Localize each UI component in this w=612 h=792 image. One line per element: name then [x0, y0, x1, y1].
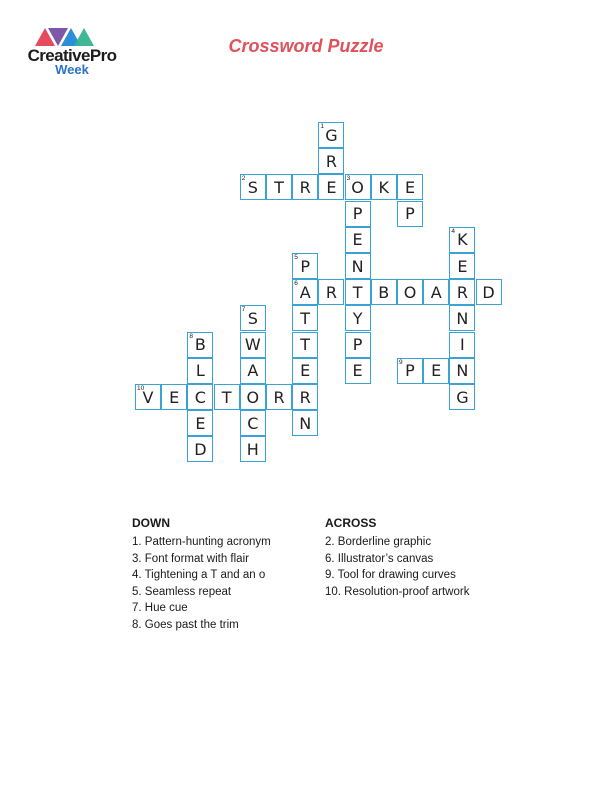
grid-cell	[397, 279, 423, 305]
grid-cell	[187, 436, 213, 462]
grid-cell	[345, 227, 371, 253]
cell-letter: R	[456, 282, 468, 302]
grid-cell	[292, 305, 318, 331]
cell-letter: E	[352, 230, 363, 250]
grid-cell	[449, 305, 475, 331]
grid-cell	[371, 174, 397, 200]
cell-letter: G	[325, 125, 338, 145]
cell-letter: R	[299, 177, 311, 197]
cell-letter: L	[195, 361, 205, 381]
cell-letter: H	[246, 439, 259, 459]
grid-cell	[449, 332, 475, 358]
across-clue: 2. Borderline graphic	[325, 536, 432, 548]
grid-cell	[240, 174, 266, 200]
across-clue: 9. Tool for drawing curves	[325, 569, 456, 581]
cell-letter: E	[195, 413, 206, 433]
grid-cell	[345, 279, 371, 305]
grid-cell	[161, 384, 187, 410]
grid-cell	[371, 279, 397, 305]
cell-letter: R	[273, 387, 285, 407]
grid-cell	[449, 358, 475, 384]
across-clues	[325, 515, 469, 600]
grid-cell	[449, 279, 475, 305]
cell-letter: C	[247, 413, 259, 433]
grid-cell	[318, 148, 344, 174]
cell-letter: R	[325, 282, 337, 302]
cell-letter: E	[404, 177, 416, 197]
clue-number: 1	[320, 123, 325, 130]
grid-cell	[318, 174, 344, 200]
grid-cell	[345, 332, 371, 358]
cell-letter: N	[456, 361, 469, 381]
down-clue: 7. Hue cue	[132, 602, 188, 614]
across-clue: 6. Illustrator’s canvas	[325, 552, 434, 565]
cell-letter: I	[460, 335, 465, 355]
cell-letter: P	[352, 335, 363, 355]
grid-cell	[187, 384, 213, 410]
cell-letter: T	[300, 335, 311, 355]
clue-number: 6	[294, 280, 298, 288]
cell-letter: T	[300, 308, 311, 328]
grid-cell	[345, 201, 371, 227]
down-clue: 8. Goes past the trim	[132, 618, 239, 631]
grid-cell	[240, 410, 266, 436]
grid-cell	[318, 279, 344, 305]
grid-cell	[292, 358, 318, 384]
grid-cell	[135, 384, 161, 410]
cell-letter: N	[351, 256, 364, 276]
cell-letter: D	[194, 439, 207, 459]
grid-cell	[214, 384, 240, 410]
cell-letter: R	[299, 387, 311, 407]
cell-letter: E	[431, 361, 442, 381]
grid-cell	[423, 358, 449, 384]
grid-cell	[292, 253, 318, 279]
grid-cell	[266, 384, 292, 410]
clue-number: 3	[346, 175, 351, 183]
cell-letter: E	[326, 177, 337, 197]
grid-cell	[423, 279, 449, 305]
grid-cell	[345, 174, 371, 200]
grid-cell	[266, 174, 292, 200]
cell-letter: W	[244, 335, 261, 355]
cell-letter: P	[300, 256, 311, 276]
cell-letter: E	[352, 361, 363, 381]
grid-cell	[187, 410, 213, 436]
cell-letter: P	[405, 361, 415, 381]
cell-letter: G	[456, 387, 469, 407]
grid-cell	[240, 305, 266, 331]
down-clues	[132, 515, 271, 633]
grid-cell	[240, 384, 266, 410]
cell-letter: K	[378, 177, 390, 197]
grid-cell	[397, 358, 423, 384]
cell-letter: S	[247, 177, 258, 197]
cell-letter: E	[457, 256, 468, 276]
cell-letter: A	[430, 282, 442, 302]
down-clue: 4. Tightening a T and an o	[132, 569, 266, 581]
cell-letter: B	[378, 282, 390, 302]
cell-letter: P	[352, 204, 363, 224]
across-clue: 10. Resolution-proof artwork	[325, 585, 470, 598]
grid-cell	[449, 253, 475, 279]
grid-cell	[449, 384, 475, 410]
grid-cell	[187, 358, 213, 384]
cell-letter: T	[221, 387, 232, 407]
clue-number: 5	[294, 254, 298, 261]
cell-letter: C	[194, 387, 206, 407]
cell-letter: K	[457, 230, 468, 250]
cell-letter: E	[169, 387, 180, 407]
cell-letter: Y	[352, 308, 363, 328]
logo-wordmark: CreativePro	[27, 46, 117, 65]
cell-letter: T	[274, 177, 284, 197]
grid-cell	[476, 279, 502, 305]
cell-letter: O	[351, 177, 364, 197]
cell-letter: T	[352, 282, 363, 302]
grid-cell	[292, 410, 318, 436]
clue-number: 4	[451, 227, 456, 235]
grid-cell	[292, 279, 318, 305]
down-heading: DOWN	[132, 516, 170, 530]
grid-cell	[240, 358, 266, 384]
clue-number: 7	[241, 306, 246, 314]
clue-number: 9	[399, 358, 403, 366]
cell-letter: O	[246, 387, 260, 407]
clue-number: 8	[189, 332, 194, 340]
cell-letter: N	[299, 413, 312, 433]
cell-letter: P	[405, 204, 415, 224]
down-clue: 1. Pattern-hunting acronym	[132, 536, 271, 548]
cell-letter: S	[247, 308, 258, 328]
down-clue: 3. Font format with flair	[132, 552, 249, 565]
cell-letter: N	[456, 308, 469, 328]
cell-letter: B	[194, 335, 206, 355]
cell-letter: E	[300, 361, 311, 381]
page-title: Crossword Puzzle	[228, 36, 384, 56]
grid-cell	[318, 122, 344, 148]
clue-number: 2	[241, 175, 246, 183]
grid-cell	[187, 332, 213, 358]
cell-letter: A	[299, 282, 311, 302]
grid-cell	[292, 332, 318, 358]
clue-number: 10	[137, 385, 145, 392]
cell-letter: V	[142, 387, 154, 407]
grid-cell	[292, 174, 318, 200]
grid-cell	[345, 305, 371, 331]
grid-cell	[397, 174, 423, 200]
cell-letter: O	[403, 282, 417, 302]
grid-cell	[292, 384, 318, 410]
grid-cell	[240, 436, 266, 462]
cell-letter: R	[325, 151, 337, 171]
grid-cell	[449, 227, 475, 253]
grid-cell	[345, 253, 371, 279]
cell-letter: D	[482, 282, 495, 302]
across-heading: ACROSS	[325, 516, 377, 530]
grid-cell	[397, 201, 423, 227]
down-clue: 5. Seamless repeat	[132, 585, 232, 598]
grid-cell	[345, 358, 371, 384]
logo-subtitle: Week	[55, 62, 89, 77]
grid-cell	[240, 332, 266, 358]
cell-letter: A	[247, 361, 259, 381]
